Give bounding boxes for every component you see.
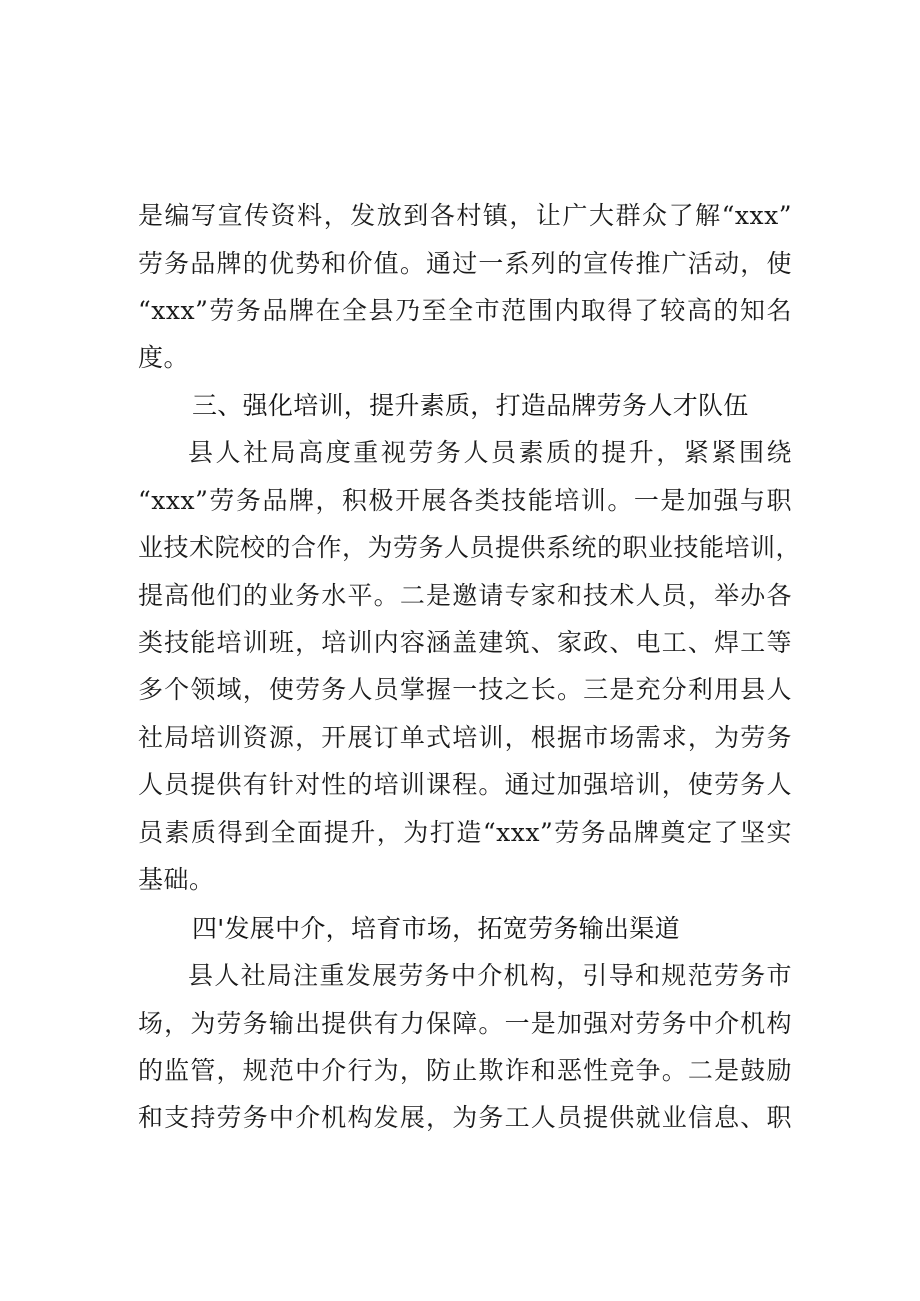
section-heading-4: 四'发展中介，培育市场，拓宽劳务输出渠道 — [192, 914, 680, 943]
paragraph-line: 多个领域，使劳务人员掌握一技之长。三是充分利用县人 — [138, 675, 792, 704]
paragraph-line: 县人社局注重发展劳务中介机构，引导和规范劳务市 — [188, 961, 792, 990]
paragraph-line: 人员提供有针对性的培训课程。通过加强培训，使劳务人 — [138, 770, 792, 799]
paragraph-line: 县人社局高度重视劳务人员素质的提升，紧紧围绕 — [188, 438, 792, 467]
paragraph-line: 业技术院校的合作，为劳务人员提供系统的职业技能培训， — [138, 533, 802, 562]
paragraph-line: “xxx”劳务品牌，积极开展各类技能培训。一是加强与职 — [138, 486, 792, 515]
paragraph-line: 和支持劳务中介机构发展，为务工人员提供就业信息、职 — [138, 1103, 792, 1132]
paragraph-line: 度。 — [138, 343, 190, 372]
section-heading-3: 三、强化培训，提升素质，打造品牌劳务人才队伍 — [192, 391, 749, 420]
paragraph-line: “xxx”劳务品牌在全县乃至全市范围内取得了较高的知名 — [138, 296, 792, 325]
paragraph-line: 提高他们的业务水平。二是邀请专家和技术人员，举办各 — [138, 581, 792, 610]
paragraph-line: 类技能培训班，培训内容涵盖建筑、家政、电工、焊工等 — [138, 628, 792, 657]
paragraph-line: 员素质得到全面提升，为打造“xxx”劳务品牌奠定了坚实 — [138, 818, 792, 847]
paragraph-line: 社局培训资源，开展订单式培训，根据市场需求，为劳务 — [138, 723, 792, 752]
paragraph-line: 劳务品牌的优势和价值。通过一系列的宣传推广活动，使 — [138, 249, 792, 278]
paragraph-line: 场，为劳务输出提供有力保障。一是加强对劳务中介机构 — [138, 1009, 792, 1038]
paragraph-line: 的监管，规范中介行为，防止欺诈和恶性竞争。二是鼓励 — [138, 1056, 792, 1085]
paragraph-line: 基础。 — [138, 865, 215, 894]
paragraph-line: 是编写宣传资料，发放到各村镇，让广大群众了解“xxx” — [138, 201, 792, 230]
